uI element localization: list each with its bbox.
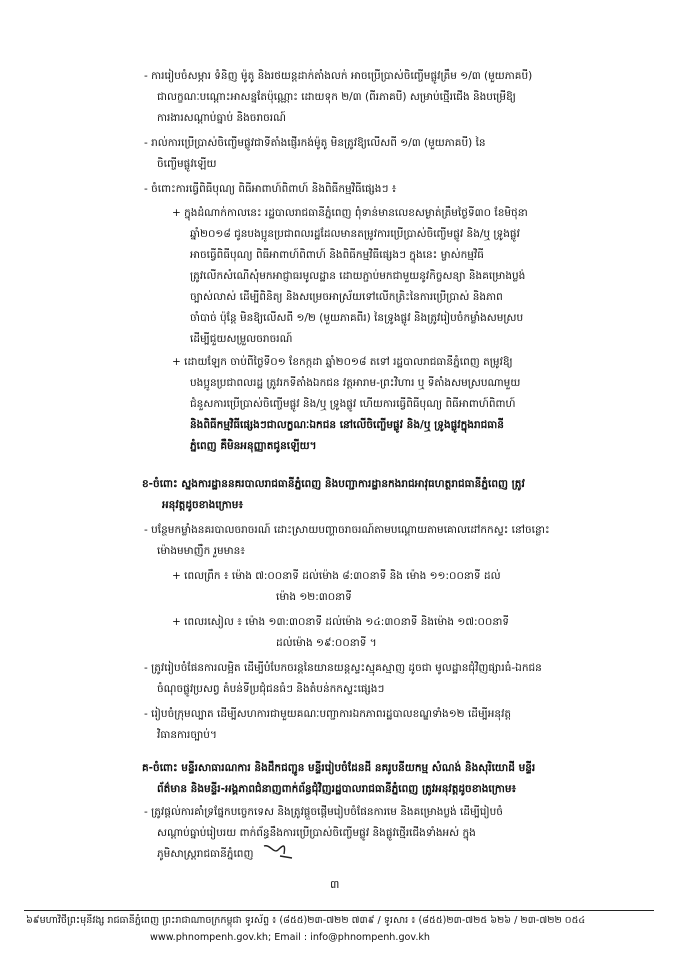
text-line: ចាំបាច់ ប៉ុន្តែ មិនឱ្យលើសពី ១/២ (មួយភាគពីរ) នៃទ្រូងផ្លូវ និងត្រូវរៀបចំកម្លាំងសមស្រប — [190, 312, 524, 324]
text-line: អាចធ្វើពិធីបុណ្យ ពិធីអាពាហ៍ពិពាហ៍ និងពិធីកម្មវិធីផ្សេងៗ ក្នុងនេះ ម្ចាស់កម្មវិធី — [190, 249, 484, 261]
section-kh-heading-cont — [162, 495, 662, 516]
text-line: ចិញ្ចើមផ្លូវឡើយ — [157, 158, 217, 170]
text-line: + ពេលព្រឹក ៖ ម៉ោង ៧:០០នាទី ដល់ម៉ោង ៨:៣០នាទី និង ម៉ោង ១១:០០នាទី ដល់ — [172, 570, 501, 582]
footer-web-email: www.phnompenh.gov.kh; Email : info@phnompenh.gov.kh — [150, 932, 431, 943]
text-line: និងពិធីកម្មវិធីផ្សេងៗជាលក្ខណៈឯកជន នៅលើចិញ្ចើមផ្លូវ និង/ឬ ទ្រូងផ្លូវក្នុងរាជធានី — [190, 419, 504, 431]
bullet-2-cont — [190, 373, 664, 457]
text-line: ដល់ម៉ោង ១៩:០០នាទី ។ — [276, 637, 377, 649]
section-cont-para-3 — [144, 179, 664, 200]
section-cont-para-2 — [144, 133, 664, 154]
section-kh-para-3-cont — [157, 725, 662, 746]
text-line: + ក្នុងដំណាក់កាលនេះ រដ្ឋបាលរាជធានីភ្នំពេញ ពុំទាន់មានលេខសម្ងាត់ត្រឹមថ្ងៃទី៣០ ខែមិថុនា — [172, 207, 528, 219]
schedule-evening-cont — [276, 633, 656, 654]
section-kor-para-1 — [144, 802, 664, 823]
schedule-morning — [172, 566, 662, 587]
text-line: ច្បាស់លាស់ ដើម្បីពិនិត្យ និងសម្រេចអាស្រ័យទៅលើកត្រិះនៃការប្រើប្រាស់ និងភាព — [190, 291, 503, 303]
section-kor-heading-cont — [157, 779, 662, 800]
bullet-1 — [172, 203, 662, 224]
section-cont-para-1b — [157, 87, 662, 129]
text-line: ត្រូវលើកសំណើសុំមកអាជ្ញាធរមូលដ្ឋាន ដោយភ្ជាប់មកជាមួយនូវកិច្ចសន្យា និងគម្រោងប្លង់ — [190, 270, 526, 282]
page-number: ៣ — [330, 878, 340, 891]
heading-line: ព័ត៌មាន និងមន្ទីរ-អង្គភាពជំនាញពាក់ព័ន្ធជុំវិញរដ្ឋបាលរាជធានីភ្នំពេញ ត្រូវអនុវត្តដូចខាងក្រោម៖ — [157, 783, 517, 795]
text-line: - បន្ថែមកម្លាំងនគរបាលចរាចរណ៍ ដោះស្រាយបញ្ហាចរាចរណ៍តាមបណ្ដោយតាមគោលដៅកកស្ទះ នៅចន្លោះ — [144, 524, 550, 536]
section-kh-para-1 — [144, 520, 664, 541]
footer-address: ៦៩មហាវិថីព្រះមុនីវង្ស រាជធានីភ្នំពេញ ព្រះរាជាណាចក្រកម្ពុជា ទូរស័ព្ទ ៖ (៨៥៥)២៣-៧២២ ៧៣៩ / ទូរសារ ៖ (៨៥៥)២៣-៧២៥ ៦២៦ / ២៣-៧២២ ០៥៤ — [26, 915, 586, 926]
text-line: ជាលក្ខណៈបណ្ដោះអាសន្នតែប៉ុណ្ណោះ ដោយទុក ២/៣ (ពីរភាគបី) សម្រាប់ថ្មើរជើង និងបម្រើឱ្យ — [157, 91, 516, 103]
text-line: - ចំពោះការធ្វើពិធីបុណ្យ ពិធីអាពាហ៍ពិពាហ៍ និងពិធីកម្មវិធីផ្សេងៗ ៖ — [144, 183, 397, 195]
text-line: - រៀបចំក្រុមល្បាត ដើម្បីសហការជាមួយគណៈបញ្ជាការឯកភាពរដ្ឋបាលខណ្ឌទាំង១២ ដើម្បីអនុវត្ត — [144, 708, 512, 720]
text-line: + ពេលរសៀល ៖ ម៉ោង ១៣:៣០នាទី ដល់ម៉ោង ១៤:៣០នាទី និងម៉ោង ១៧:០០នាទី — [172, 616, 510, 628]
section-kor-para-1-cont — [157, 823, 662, 865]
schedule-evening — [172, 612, 662, 633]
text-line: ការងារសណ្ដាប់ធ្នាប់ និងចរាចរណ៍ — [157, 112, 286, 124]
bullet-2 — [172, 352, 662, 373]
section-cont-para-2b — [157, 154, 662, 175]
text-line: - ត្រូវរៀបចំផែនការលម្អិត ដើម្បីបំបែកចរន្តនៃយានយន្តស្ទះស្មុគស្មាញ ដូចជា មូលដ្ឋានជុំវិញផ្សារធំ-ឯកជន — [144, 662, 542, 674]
text-line: ជំនួសការប្រើប្រាស់ចិញ្ចើមផ្លូវ និង/ឬ ទ្រូងផ្លូវ ហើយការធ្វើពិធីបុណ្យ ពិធីអាពាហ៍ពិពាហ៍ — [190, 398, 516, 410]
text-line: ម៉ោង ១២:៣០នាទី — [276, 591, 352, 603]
heading-line: អនុវត្តដូចខាងក្រោម៖ — [162, 499, 244, 511]
heading-line: គ-ចំពោះ មន្ទីរសាធារណការ និងដឹកជញ្ជូន មន្ទីររៀបចំដែនដី នគរូបនីយកម្ម សំណង់ និងសុរិយោដី មន្ទីរ — [142, 762, 536, 774]
schedule-morning-cont — [276, 587, 656, 608]
text-line: ម៉ោងមមាញឹក រួមមាន៖ — [157, 545, 245, 557]
text-line: ដើម្បីជួយសម្រួលចរាចរណ៍ — [190, 333, 293, 345]
heading-line: ខ-ចំពោះ ស្នងការដ្ឋាននគរបាលរាជធានីភ្នំពេញ និងបញ្ជាការដ្ឋានកងរាជអាវុធហត្ថរាជធានីភ្នំពេញ ត្រូវ — [142, 478, 525, 490]
section-cont-para-1 — [144, 66, 664, 87]
section-kor-heading — [142, 758, 664, 779]
text-line: - រាល់ការប្រើប្រាស់ចិញ្ចើមផ្លូវជាទីតាំងផ្ញើរកង់ម៉ូតូ មិនត្រូវឱ្យលើសពី ១/៣ (មួយភាគបី) នៃ — [144, 137, 486, 149]
text-line: សណ្ដាប់ធ្នាប់រៀបរយ ពាក់ព័ន្ធនឹងការប្រើប្រាស់ចិញ្ចើមផ្លូវ និងផ្លូវថ្មើរជើងទាំងអស់ ក្នុង — [157, 827, 476, 839]
text-line: ចំណុចផ្លូវប្រសព្វ តំបន់ទីប្រជុំជនធំៗ និងតំបន់កកស្ទះផ្សេងៗ — [157, 683, 385, 695]
section-kh-para-1-cont — [157, 541, 662, 562]
footer-divider — [24, 910, 654, 911]
section-kh-heading — [142, 474, 664, 495]
handwritten-mark-icon — [262, 840, 296, 862]
text-line: ឆ្នាំ២០១៨ ជូនបងប្អូនប្រជាពលរដ្ឋដែលមានតម្រូវការប្រើប្រាស់ចិញ្ចើមផ្លូវ និង/ឬ ទ្រូងផ្លូវ — [190, 228, 520, 240]
text-line: - ការរៀបចំសម្ភារ ទំនិញ ម៉ូតូ និងរថយន្តដាក់តាំងលក់ អាចប្រើប្រាស់ចិញ្ចើមផ្លូវត្រឹម ១/៣ (មួយភាគបី) — [144, 70, 533, 82]
section-kh-para-3 — [144, 704, 664, 725]
text-line: + ដោយឡែក ចាប់ពីថ្ងៃទី០១ ខែកក្កដា ឆ្នាំ២០១៨ តទៅ រដ្ឋបាលរាជធានីភ្នំពេញ តម្រូវឱ្យ — [172, 356, 513, 368]
text-line: ភូមិសាស្ត្ររាជធានីភ្នំពេញ — [157, 848, 254, 860]
bullet-1-cont — [190, 224, 664, 350]
text-line: វិធានការច្បាប់។ — [157, 729, 217, 741]
text-line: បងប្អូនប្រជាពលរដ្ឋ ត្រូវរកទីតាំងឯកជន វត្តអារាម-ព្រះវិហារ ឬ ទីតាំងសមស្របណាមួយ — [190, 377, 521, 389]
section-kh-para-2-cont — [157, 679, 662, 700]
section-kh-para-2 — [144, 658, 664, 679]
text-line: - ត្រូវផ្ដល់ការគាំទ្រផ្នែកបច្ចេកទេស និងត្រូវផ្ដួចផ្ដើមរៀបចំផែនការមេ និងគម្រោងប្លង់ ដើម្បីរៀបចំ — [144, 806, 503, 818]
text-line: ភ្នំពេញ គឺមិនអនុញ្ញាតជូនឡើយ។ — [190, 440, 317, 452]
